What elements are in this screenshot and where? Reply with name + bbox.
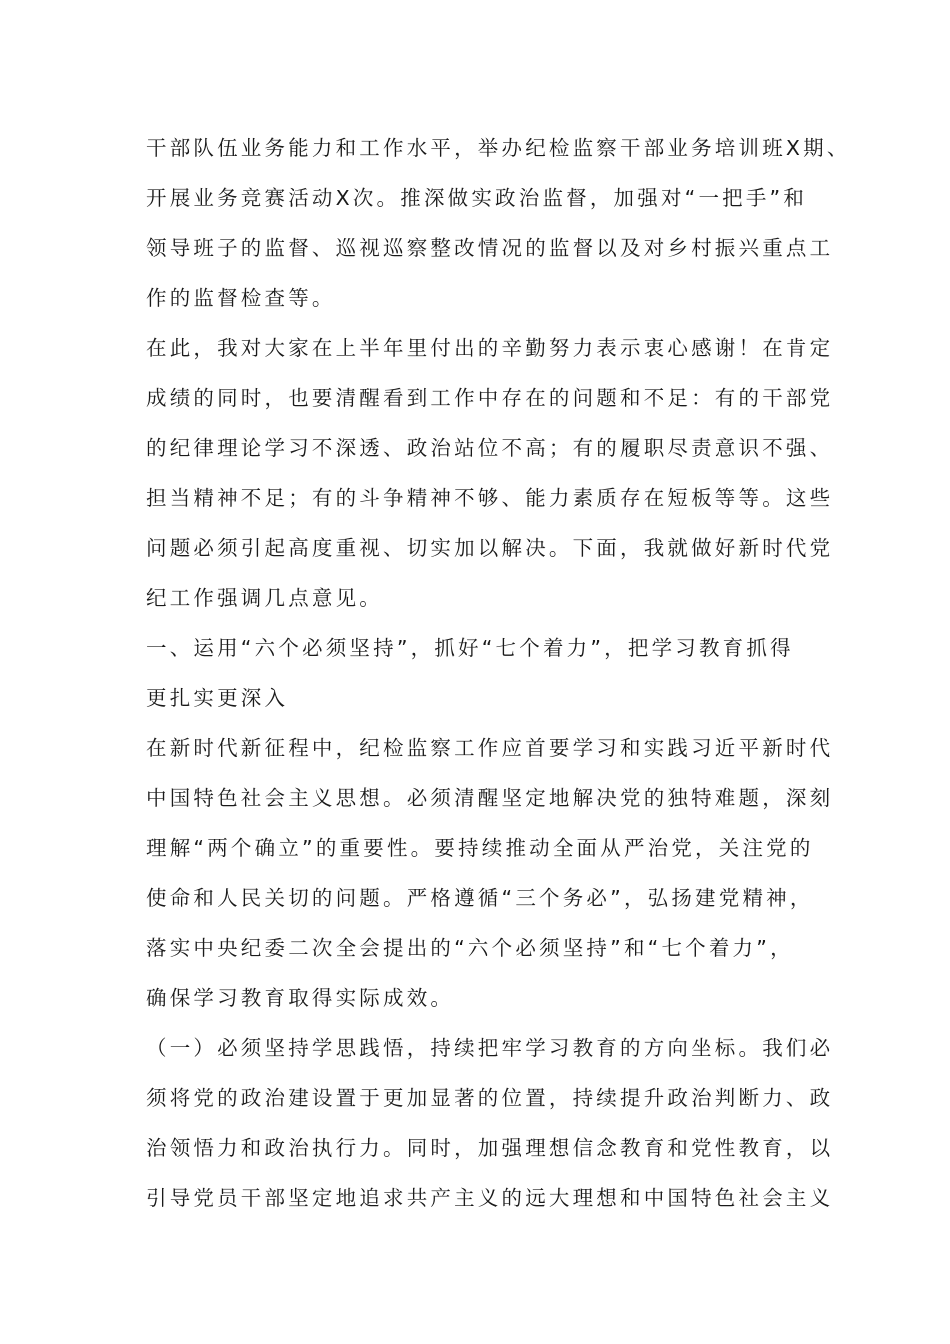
text-line: 干部队伍业务能力和工作水平，举办纪检监察干部业务培训班X期、 [146, 136, 851, 160]
text-line: 成绩的同时，也要清醒看到工作中存在的问题和不足：有的干部党 [146, 386, 834, 410]
section-heading-line: 更扎实更深入 [146, 686, 289, 710]
text-line: 理解“两个确立”的重要性。要持续推动全面从严治党，关注党的 [146, 836, 814, 860]
text-line: 治领悟力和政治执行力。同时，加强理想信念教育和党性教育，以 [146, 1136, 834, 1160]
text-line: 在新时代新征程中，纪检监察工作应首要学习和实践习近平新时代 [146, 736, 834, 760]
text-line: 须将党的政治建设置于更加显著的位置，持续提升政治判断力、政 [146, 1086, 834, 1110]
text-line: 在此，我对大家在上半年里付出的辛勤努力表示衷心感谢！在肯定 [146, 336, 834, 360]
text-line: 担当精神不足；有的斗争精神不够、能力素质存在短板等等。这些 [146, 486, 834, 510]
text-line: 落实中央纪委二次全会提出的“六个必须坚持”和“七个着力”， [146, 936, 794, 960]
text-line: 领导班子的监督、巡视巡察整改情况的监督以及对乡村振兴重点工 [146, 236, 834, 260]
text-line: 引导党员干部坚定地追求共产主义的远大理想和中国特色社会主义 [146, 1186, 834, 1210]
document-body [146, 128, 851, 1228]
text-line: 确保学习教育取得实际成效。 [146, 986, 455, 1010]
text-line: 的纪律理论学习不深透、政治站位不高；有的履职尽责意识不强、 [146, 436, 834, 460]
text-line: 纪工作强调几点意见。 [146, 586, 383, 610]
text-line: 问题必须引起高度重视、切实加以解决。下面，我就做好新时代党 [146, 536, 834, 560]
text-line: 使命和人民关切的问题。严格遵循“三个务必”，弘扬建党精神， [146, 886, 814, 910]
text-line: 开展业务竞赛活动X次。推深做实政治监督，加强对“一把手”和 [146, 186, 808, 210]
section-heading-line: 一、运用“六个必须坚持”，抓好“七个着力”，把学习教育抓得 [146, 636, 794, 660]
text-line: （一）必须坚持学思践悟，持续把牢学习教育的方向坐标。我们必 [146, 1036, 834, 1060]
text-line: 中国特色社会主义思想。必须清醒坚定地解决党的独特难题，深刻 [146, 786, 834, 810]
text-line: 作的监督检查等。 [146, 286, 336, 310]
